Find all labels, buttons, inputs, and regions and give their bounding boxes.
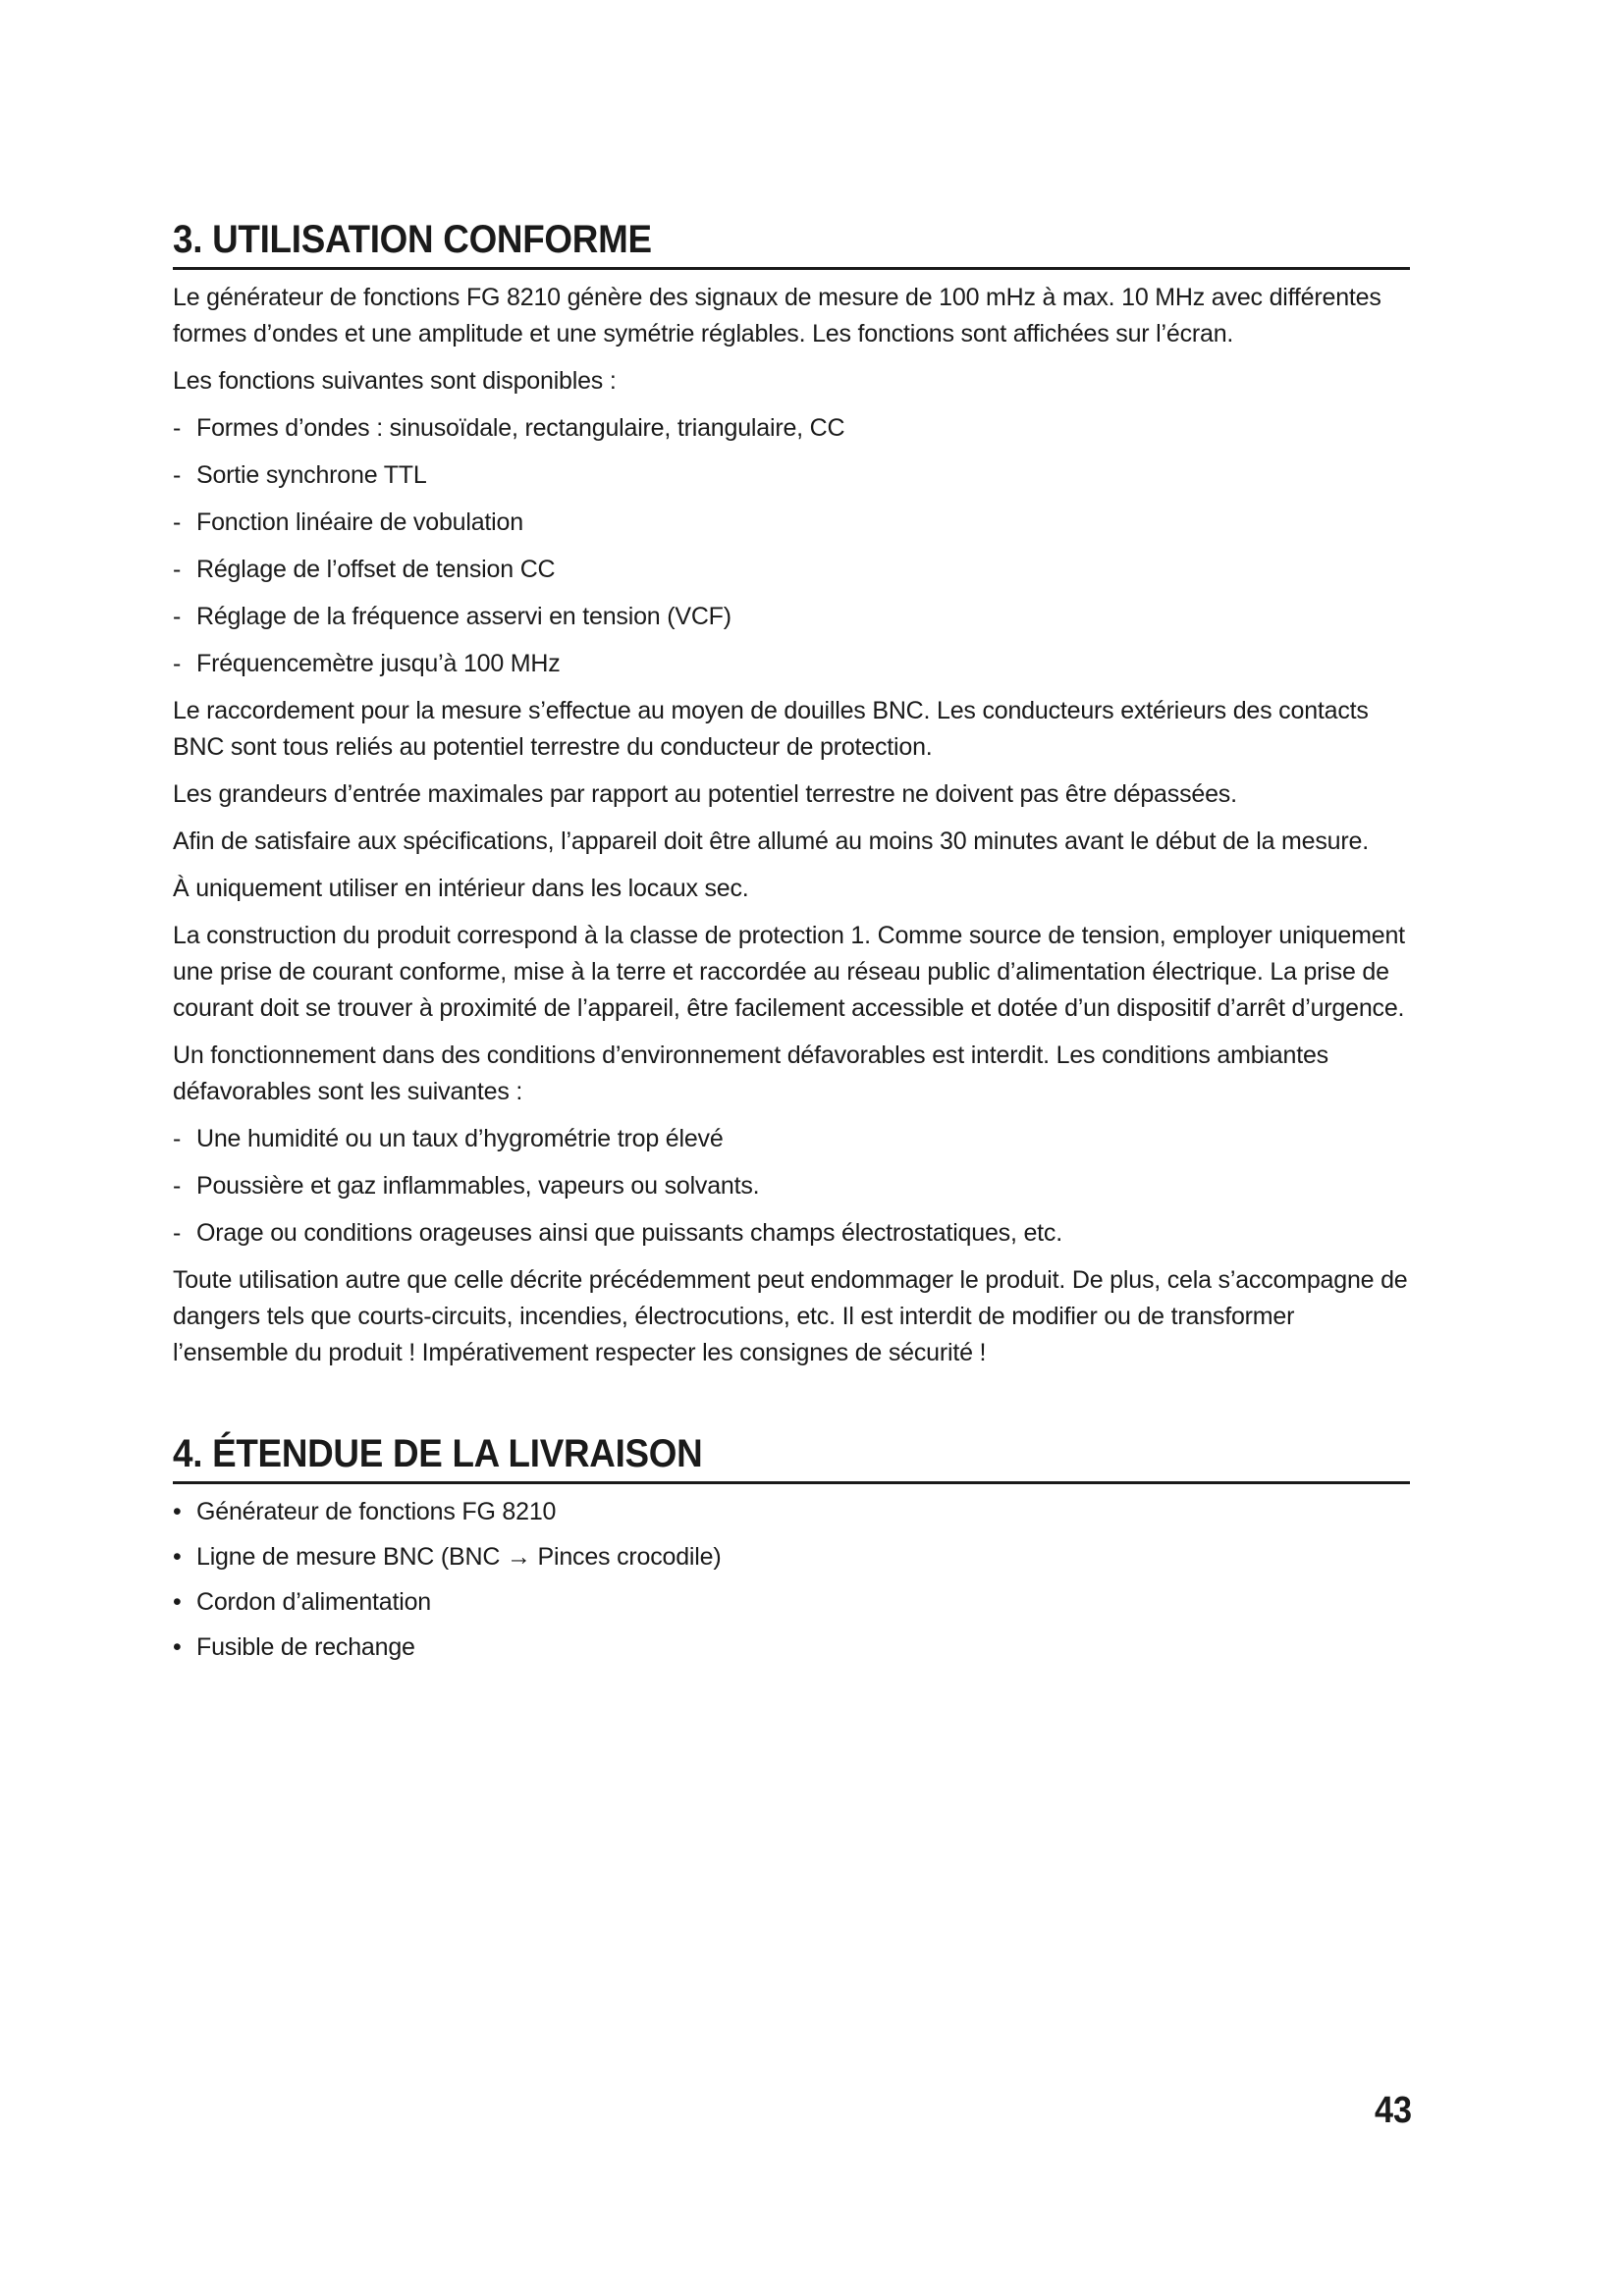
list-item: - Formes d’ondes : sinusoïdale, rectangulaire, triangulaire, CC <box>173 410 1410 447</box>
bullet-marker: • <box>173 1633 182 1661</box>
section-3-heading: 3. UTILISATION CONFORME <box>173 218 652 261</box>
functions-lead: Les fonctions suivantes sont disponibles : <box>173 367 617 395</box>
list-item: - Fonction linéaire de vobulation <box>173 505 1410 541</box>
bullet-marker: • <box>173 1498 182 1525</box>
functions-list <box>173 410 1410 682</box>
unfavorable-conditions-list <box>173 1121 1410 1252</box>
list-item: - Fréquencemètre jusqu’à 100 MHz <box>173 646 1410 682</box>
list-item: • Fusible de rechange <box>173 1629 1410 1666</box>
dash-marker: - <box>173 508 182 536</box>
list-item: • Générateur de fonctions FG 8210 <box>173 1494 1410 1530</box>
max-inputs-paragraph: Les grandeurs d’entrée maximales par rapport au potentiel terrestre ne doivent pas être dépassées. <box>173 780 1237 808</box>
dash-marker: - <box>173 461 182 489</box>
dash-marker: - <box>173 603 182 630</box>
dash-marker: - <box>173 556 182 583</box>
dash-marker: - <box>173 1172 182 1200</box>
section-4-heading: 4. ÉTENDUE DE LA LIVRAISON <box>173 1432 703 1475</box>
delivery-items-list <box>173 1494 1410 1666</box>
list-item: • Cordon d’alimentation <box>173 1584 1410 1621</box>
section-etendue-livraison <box>173 1428 1410 1677</box>
dash-marker: - <box>173 1219 182 1247</box>
dash-marker: - <box>173 1125 182 1152</box>
dash-marker: - <box>173 650 182 677</box>
bullet-marker: • <box>173 1543 182 1571</box>
list-item: • Ligne de mesure BNC (BNC → Pinces crocodile) <box>173 1539 1410 1575</box>
list-item: - Sortie synchrone TTL <box>173 457 1410 494</box>
section-utilisation-conforme <box>173 214 1410 1382</box>
list-item: - Orage ou conditions orageuses ainsi que puissants champs électrostatiques, etc. <box>173 1215 1410 1252</box>
indoor-paragraph: À uniquement utiliser en intérieur dans les locaux sec. <box>173 875 749 902</box>
page-number: 43 <box>1374 2090 1412 2131</box>
warmup-paragraph: Afin de satisfaire aux spécifications, l’appareil doit être allumé au moins 30 minutes avant le début de la mesure. <box>173 828 1369 855</box>
bullet-marker: • <box>173 1588 182 1616</box>
warning-paragraph: Toute utilisation autre que celle décrite précédemment peut endommager le produit. De plus, cela s’accompagne de dangers tels que courts-circuits, incendies, électrocutions, etc. Il est interdit de modifier ou de transformer l’ensemble du produit ! Impérativement respecter les consignes de sécurité ! <box>173 1266 1408 1366</box>
list-item: - Une humidité ou un taux d’hygrométrie trop élevé <box>173 1121 1410 1157</box>
section-4-rule <box>173 1481 1410 1484</box>
protection-class-paragraph: La construction du produit correspond à la classe de protection 1. Comme source de tension, employer uniquement une prise de courant conforme, mise à la terre et raccordée au réseau public d’alimentation électrique. La prise de courant doit se trouver à proximité de l’appareil, être facilement accessible et dotée d’un dispositif d’arrêt d’urgence. <box>173 922 1405 1022</box>
intro-paragraph: Le générateur de fonctions FG 8210 génère des signaux de mesure de 100 mHz à max. 10 MHz avec différentes formes d’ondes et une amplitude et une symétrie réglables. Les fonctions sont affichées sur l’écran. <box>173 284 1381 347</box>
connection-paragraph: Le raccordement pour la mesure s’effectue au moyen de douilles BNC. Les conducteurs extérieurs des contacts BNC sont tous reliés au potentiel terrestre du conducteur de protection. <box>173 697 1369 761</box>
unfavorable-lead: Un fonctionnement dans des conditions d’environnement défavorables est interdit. Les conditions ambiantes défavorables sont les suivantes : <box>173 1041 1328 1105</box>
list-item: - Poussière et gaz inflammables, vapeurs ou solvants. <box>173 1168 1410 1204</box>
list-item: - Réglage de la fréquence asservi en tension (VCF) <box>173 599 1410 635</box>
section-3-rule <box>173 267 1410 270</box>
list-item: - Réglage de l’offset de tension CC <box>173 552 1410 588</box>
dash-marker: - <box>173 414 182 442</box>
